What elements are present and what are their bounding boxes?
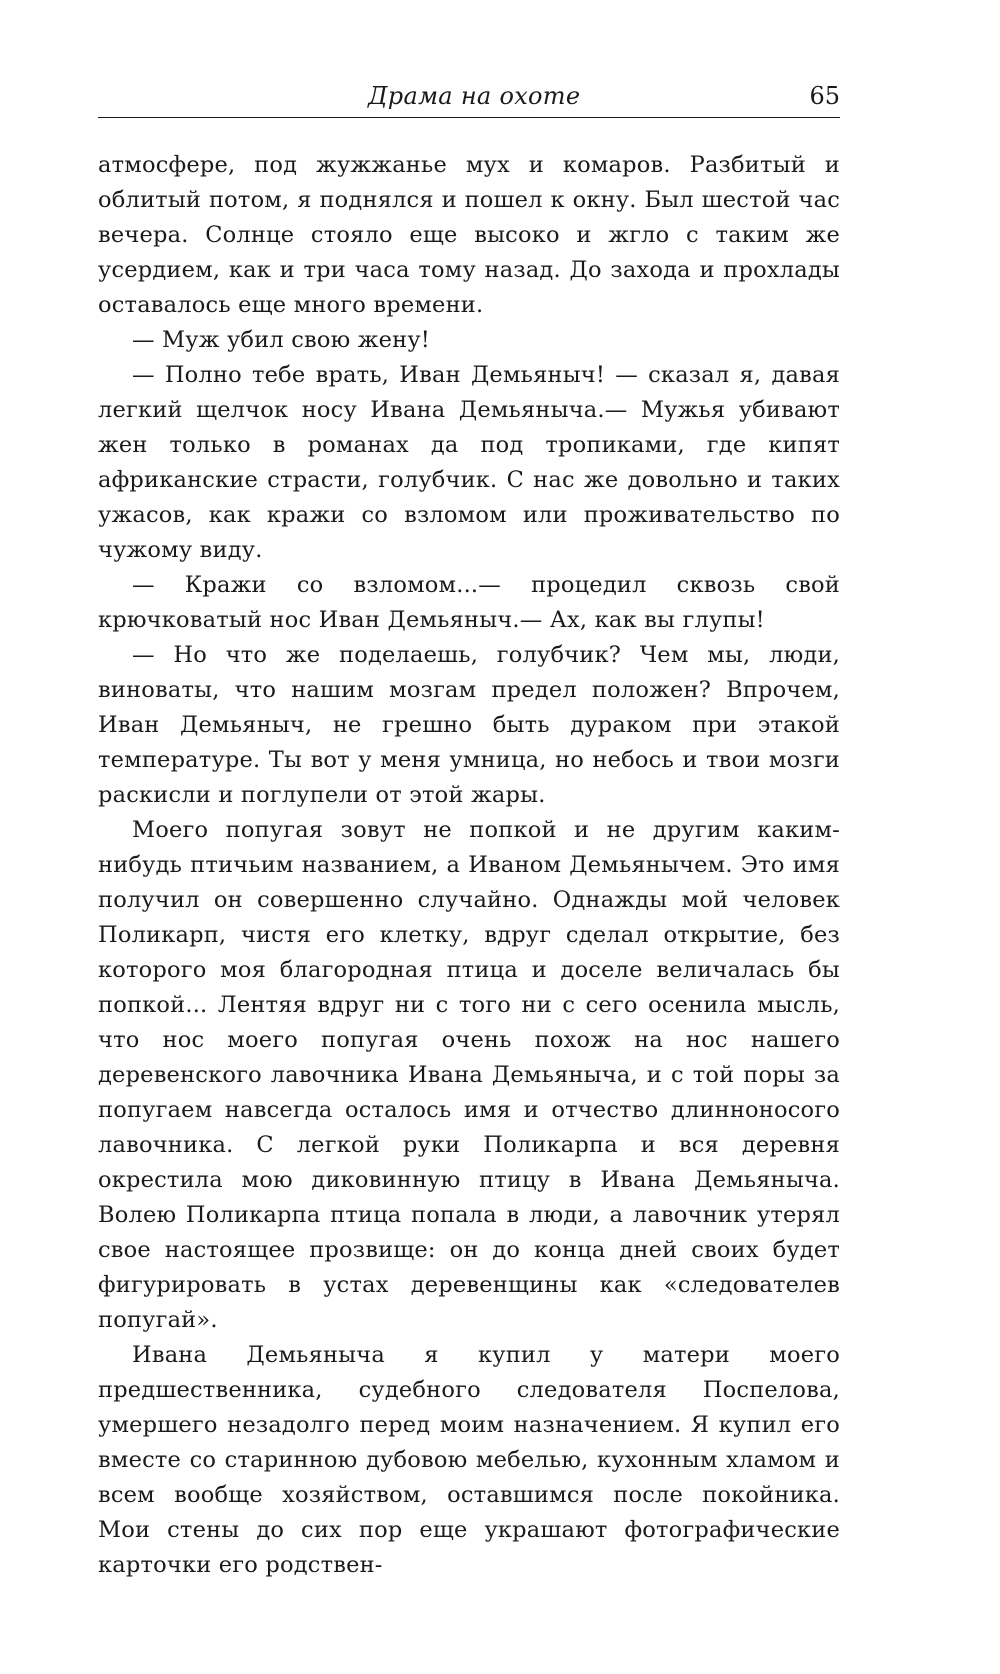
paragraph-dialogue: — Но что же поделаешь, голубчик? Чем мы, люди, виноваты, что нашим мозгам предел положен? Впрочем, Иван Демьяныч, не грешно быть дураком при этакой температуре. Ты вот у меня умница, но небось и твои мозги раскисли и поглупели от этой жары. — [98, 642, 840, 808]
paragraph: Ивана Демьяныча я купил у матери моего предшественника, судебного следователя Поспелова, умершего незадолго перед моим назначением. Я купил его вместе со старинною дубовою мебелью, кухонным хламом и всем вообще хозяйством, оставшимся после покойника. Мои стены до сих пор еще украшают фотографические карточки его родствен- — [98, 1342, 840, 1578]
page-number: 65 — [809, 82, 840, 110]
paragraph-dialogue: — Кражи со взломом...— процедил сквозь свой крючковатый нос Иван Демьяныч.— Ах, как вы глупы! — [98, 572, 840, 633]
paragraph: Моего попугая зовут не попкой и не другим каким-нибудь птичьим названием, а Иваном Демьянычем. Это имя получил он совершенно случайно. Однажды мой человек Поликарп, чистя его клетку, вдруг сделал открытие, без которого моя благородная птица и доселе величалась бы попкой... Лентяя вдруг ни с того ни с сего осенила мысль, что нос моего попугая очень похож на нос нашего деревенского лавочника Ивана Демьяныча, и с той поры за попугаем навсегда осталось имя и отчество длинноносого лавочника. С легкой руки Поликарпа и вся деревня окрестила мою диковинную птицу в Ивана Демьяныча. Волею Поликарпа птица попала в люди, а лавочник утерял свое настоящее прозвище: он до конца дней своих будет фигурировать в устах деревенщины как «следователев попугай». — [98, 817, 840, 1333]
body-text — [98, 148, 840, 1583]
paragraph-dialogue: — Полно тебе врать, Иван Демьяныч! — сказал я, давая легкий щелчок носу Ивана Демьяныча.— Мужья убивают жен только в романах да под тропиками, где кипят африканские страсти, голубчик. С нас же довольно и таких ужасов, как кражи со взломом или проживательство по чужому виду. — [98, 362, 840, 563]
paragraph-continuation: атмосфере, под жужжанье мух и комаров. Разбитый и облитый потом, я поднялся и пошел к окну. Был шестой час вечера. Солнце стояло еще высоко и жгло с таким же усердием, как и три часа тому назад. До захода и прохлады оставалось еще много времени. — [98, 152, 840, 318]
paragraph-dialogue: — Муж убил свою жену! — [132, 327, 431, 353]
header-divider — [98, 117, 840, 118]
running-header — [98, 78, 840, 118]
running-header-title: Драма на охоте — [368, 82, 581, 110]
